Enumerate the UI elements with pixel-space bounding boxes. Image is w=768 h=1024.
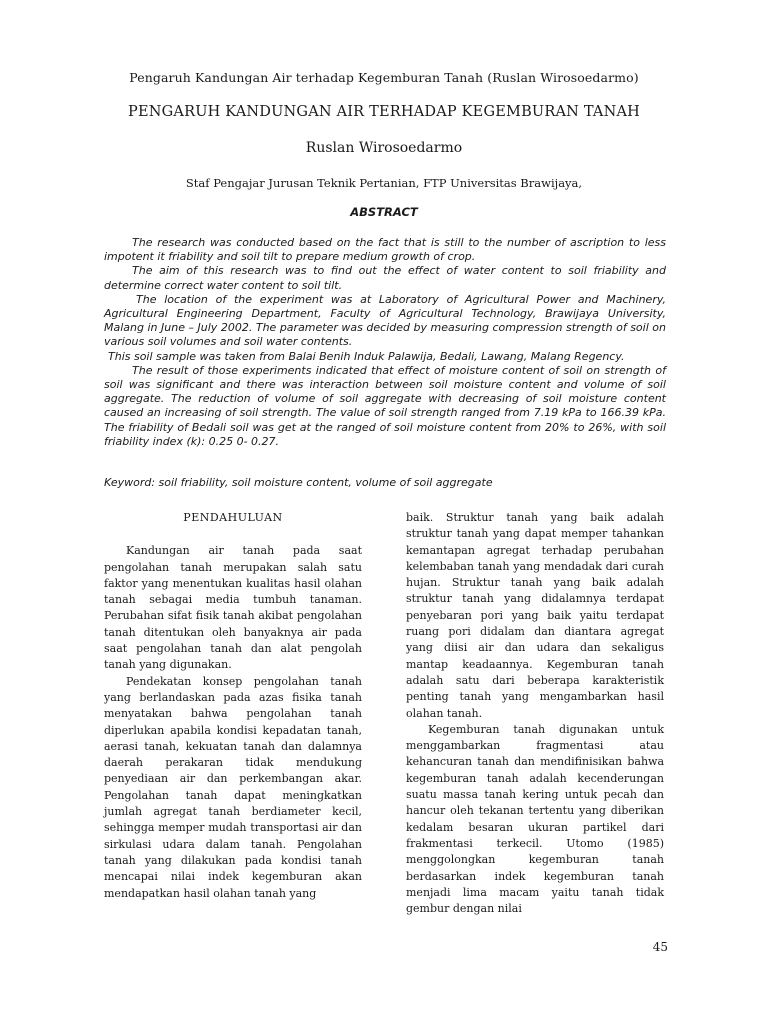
author-affiliation: Staf Pengajar Jurusan Teknik Pertanian, FTP Universitas Brawijaya,: [185, 176, 583, 190]
section-heading: PENDAHULUAN: [183, 511, 283, 524]
body-column-left: [104, 510, 362, 902]
body-paragraph: Pendekatan konsep pengolahan tanah yang berlandaskan pada azas fisika tanah menyatakan bahwa pengolahan tanah diperlukan apabila kondisi kepadatan tanah, aerasi tanah, kekuatan tanah dan dalamnya daerah perakaran tidak mendukung penyediaan air dan perkembangan akar. Pengolahan tanah dapat meningkatkan jumlah agregat tanah berdiameter kecil, sehingga memper mudah transportasi air dan sirkulasi udara dalam tanah. Pengolahan tanah yang dilakukan pada kondisi tanah mencapai nilai indek kegemburan akan mendapatkan hasil olahan tanah yang: [104, 674, 362, 900]
abstract-paragraph: The result of those experiments indicated that effect of moisture content of soil on strength of soil was significant and there was interaction between soil moisture content and volume of soil aggregate. The reduction of volume of soil aggregate with decreasing of soil moisture content caused an increasing of soil strength. The value of soil strength ranged from 7.19 kPa to 166.39 kPa. The friability of Bedali soil was get at the ranged of soil moisture content from 20% to 26%, with soil friability index (k): 0.25 0- 0.27.: [104, 363, 666, 448]
body-paragraph: Kandungan air tanah pada saat pengolahan tanah merupakan salah satu faktor yang menentukan kualitas hasil olahan tanah sebagai media tumbuh tanaman. Perubahan sifat fisik tanah akibat pengolahan tanah ditentukan oleh banyaknya air pada saat pengolahan tanah dan alat pengolah tanah yang digunakan.: [104, 544, 362, 672]
abstract-paragraph: This soil sample was taken from Balai Benih Induk Palawija, Bedali, Lawang, Malang Regency.: [108, 349, 625, 363]
abstract-paragraph: The aim of this research was to find out the effect of water content to soil friability and determine correct water content to soil tilt.: [104, 264, 666, 292]
running-header: Pengaruh Kandungan Air terhadap Kegemburan Tanah (Ruslan Wirosoedarmo): [129, 70, 639, 85]
keywords: Keyword: soil friability, soil moisture content, volume of soil aggregate: [104, 476, 493, 489]
body-paragraph: baik. Struktur tanah yang baik adalah struktur tanah yang dapat memper tahankan kemantapan agregat terhadap perubahan kelembaban tanah yang mendadak dari curah hujan. Struktur tanah yang baik adalah struktur tanah yang didalamnya terdapat penyebaran pori yang baik yaitu terdapat ruang pori didalam dan diantara agregat yang diisi air dan udara dan sekaligus mantap keadaannya. Kegemburan tanah adalah satu dari beberapa karakteristik penting tanah yang mengambarkan hasil olahan tanah.: [406, 511, 664, 720]
body-paragraph: Kegemburan tanah digunakan untuk menggambarkan fragmentasi atau kehancuran tanah dan mendifinisikan bahwa kegemburan tanah adalah kecenderungan suatu massa tanah kering untuk pecah dan hancur oleh tekanan tertentu yang diberikan kedalam besaran ukuran partikel dari frakmentasi terkecil. Utomo (1985) menggolongkan kegemburan tanah berdasarkan indek kegemburan tanah menjadi lima macam yaitu tanah tidak gembur dengan nilai: [406, 722, 664, 916]
abstract-heading: ABSTRACT: [350, 205, 418, 219]
abstract-paragraph: The location of the experiment was at Laboratory of Agricultural Power and Machinery, Agricultural Engineering Department, Faculty of Agricultural Technology, Brawijaya University, Malang in June – July 2002. The parameter was decided by measuring compression strength of soil on various soil volumes and soil water contents.: [104, 292, 666, 349]
abstract-body: [104, 236, 666, 449]
paper-title: PENGARUH KANDUNGAN AIR TERHADAP KEGEMBURAN TANAH: [128, 104, 640, 120]
body-column-right: [406, 510, 664, 917]
abstract-paragraph: The research was conducted based on the fact that is still to the number of ascription to less impotent it friability and soil tilt to prepare medium growth of crop.: [104, 236, 666, 264]
author-name: Ruslan Wirosoedarmo: [305, 140, 463, 156]
page-number: 45: [652, 940, 668, 954]
